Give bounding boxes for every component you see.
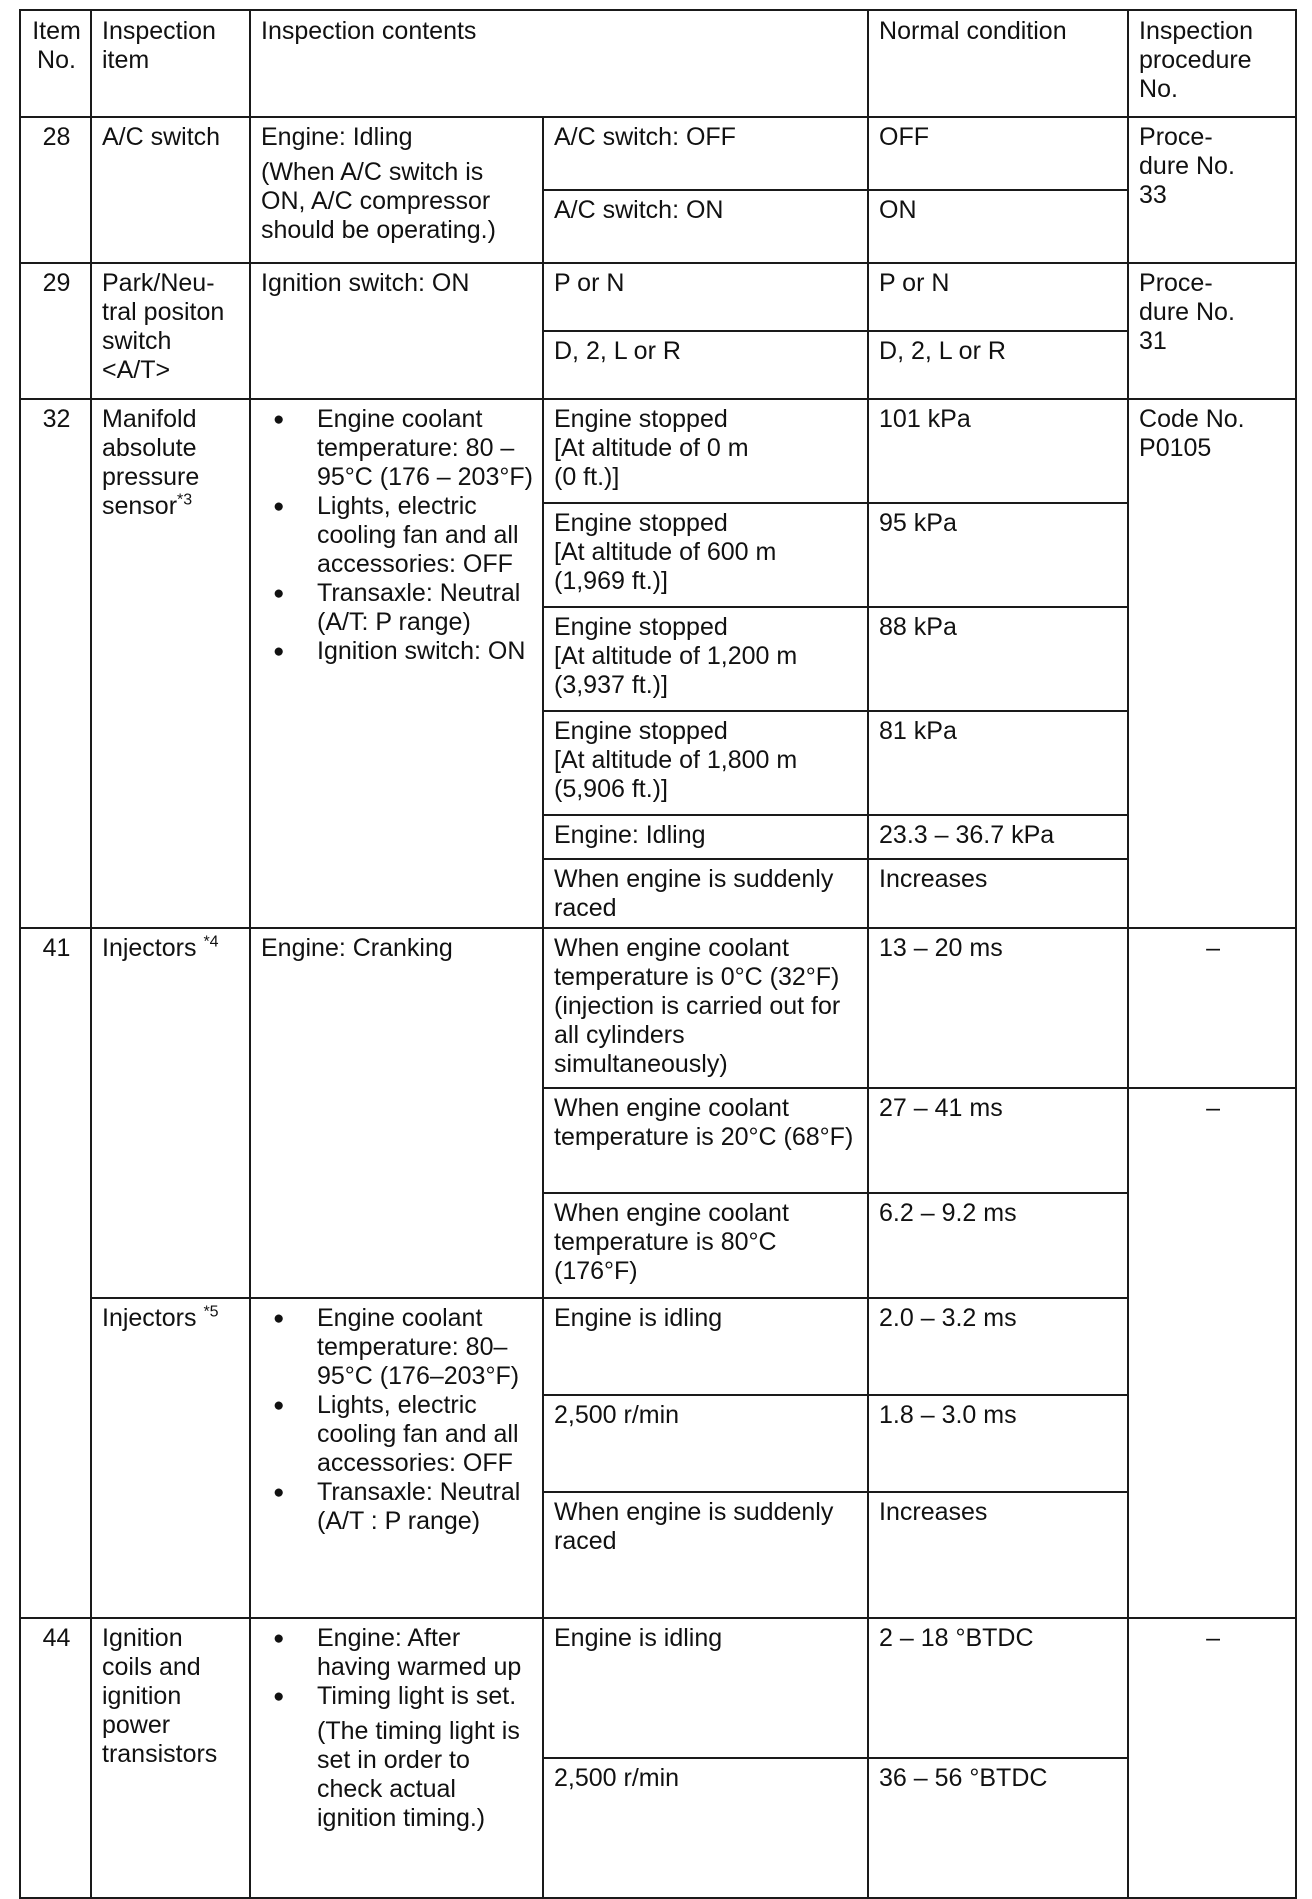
inspection-condition: Engine: Cranking <box>250 928 543 1298</box>
sub-condition: Engine is idling <box>543 1298 868 1395</box>
normal-condition: 101 kPa <box>868 399 1128 503</box>
sub-condition: A/C switch: ON <box>543 190 868 263</box>
sub-condition: 2,500 r/min <box>543 1395 868 1492</box>
normal-condition: 23.3 – 36.7 kPa <box>868 815 1128 859</box>
normal-condition: Increases <box>868 1492 1128 1618</box>
sub-condition: Engine is idling <box>543 1618 868 1758</box>
normal-condition: OFF <box>868 117 1128 190</box>
sub-condition: When engine coolant temperature is 20°C (68°F) <box>543 1088 868 1193</box>
normal-condition: 2 – 18 °BTDC <box>868 1618 1128 1758</box>
condition-bullet: ● Engine coolant temperature: 80 – 95°C (176 – 203°F) <box>261 405 534 492</box>
procedure-no: Proce- dure No. 31 <box>1128 263 1296 399</box>
condition-list <box>261 405 534 666</box>
normal-condition: Increases <box>868 859 1128 928</box>
item-no: 32 <box>20 399 91 928</box>
header-procedure-no: Inspection procedure No. <box>1128 10 1296 117</box>
condition-list <box>261 1304 534 1536</box>
normal-condition: ON <box>868 190 1128 263</box>
table-row <box>20 928 1296 1088</box>
item-no: 44 <box>20 1618 91 1898</box>
condition-text: Engine: Idling <box>261 123 413 151</box>
procedure-no: – <box>1128 928 1296 1088</box>
inspection-condition <box>250 1298 543 1618</box>
inspection-item: Park/Neu- tral positon switch <A/T> <box>91 263 250 399</box>
condition-bullet: ● Ignition switch: ON <box>261 637 534 666</box>
normal-condition: 2.0 – 3.2 ms <box>868 1298 1128 1395</box>
sub-condition: Engine: Idling <box>543 815 868 859</box>
sub-condition: 2,500 r/min <box>543 1758 868 1898</box>
sub-condition: P or N <box>543 263 868 331</box>
inspection-item: Ignition coils and ignition power transistors <box>91 1618 250 1898</box>
inspection-condition <box>250 399 543 928</box>
item-label: Injectors <box>102 934 204 962</box>
normal-condition: 36 – 56 °BTDC <box>868 1758 1128 1898</box>
condition-bullet: ● Transaxle: Neutral (A/T: P range) <box>261 579 534 637</box>
normal-condition: 95 kPa <box>868 503 1128 607</box>
sub-condition: Engine stopped [At altitude of 600 m (1,969 ft.)] <box>543 503 868 607</box>
table-row <box>20 117 1296 190</box>
sub-condition: Engine stopped [At altitude of 1,200 m (3,937 ft.)] <box>543 607 868 711</box>
sub-condition: Engine stopped [At altitude of 1,800 m (5,906 ft.)] <box>543 711 868 815</box>
normal-condition: 1.8 – 3.0 ms <box>868 1395 1128 1492</box>
item-no: 29 <box>20 263 91 399</box>
normal-condition: P or N <box>868 263 1128 331</box>
item-label: Manifold absolute pressure sensor <box>102 405 200 520</box>
condition-list <box>261 1624 534 1711</box>
sub-condition: When engine coolant temperature is 0°C (32°F) (injection is carried out for all cylinders simultaneously) <box>543 928 868 1088</box>
inspection-item <box>91 399 250 928</box>
footnote-marker: *4 <box>203 933 219 951</box>
footnote-marker: *5 <box>203 1303 219 1321</box>
condition-bullet: ● Lights, electric cooling fan and all accessories: OFF <box>261 1391 534 1478</box>
sub-condition: A/C switch: OFF <box>543 117 868 190</box>
inspection-item <box>91 1298 250 1618</box>
inspection-item: A/C switch <box>91 117 250 263</box>
header-normal-condition: Normal condition <box>868 10 1128 117</box>
normal-condition: 13 – 20 ms <box>868 928 1128 1088</box>
sub-condition: When engine is suddenly raced <box>543 859 868 928</box>
sub-condition: When engine is suddenly raced <box>543 1492 868 1618</box>
condition-note: (When A/C switch is ON, A/C compressor should be operating.) <box>261 158 496 244</box>
condition-bullet: ● Timing light is set. <box>261 1682 534 1711</box>
header-row <box>20 10 1296 117</box>
header-inspection-item: Inspection item <box>91 10 250 117</box>
sub-condition: When engine coolant temperature is 80°C (176°F) <box>543 1193 868 1298</box>
item-no: 41 <box>20 928 91 1618</box>
normal-condition: 6.2 – 9.2 ms <box>868 1193 1128 1298</box>
condition-bullet: ● Lights, electric cooling fan and all accessories: OFF <box>261 492 534 579</box>
condition-bullet: ● Transaxle: Neutral (A/T : P range) <box>261 1478 534 1536</box>
table-row <box>20 263 1296 331</box>
condition-bullet: ● Engine: After having warmed up <box>261 1624 534 1682</box>
procedure-no: – <box>1128 1618 1296 1898</box>
table-row <box>20 1298 1296 1395</box>
inspection-condition <box>250 117 543 263</box>
inspection-table <box>19 9 1297 1899</box>
inspection-condition: Ignition switch: ON <box>250 263 543 399</box>
table-row <box>20 399 1296 503</box>
normal-condition: 81 kPa <box>868 711 1128 815</box>
inspection-condition <box>250 1618 543 1898</box>
procedure-no: Code No. P0105 <box>1128 399 1296 928</box>
condition-bullet: ● Engine coolant temperature: 80–95°C (176–203°F) <box>261 1304 534 1391</box>
condition-note: (The timing light is set in order to check actual ignition timing.) <box>317 1717 520 1832</box>
item-label: Injectors <box>102 1304 204 1332</box>
procedure-no: Proce- dure No. 33 <box>1128 117 1296 263</box>
header-inspection-contents: Inspection contents <box>250 10 868 117</box>
header-item-no: Item No. <box>20 10 91 117</box>
normal-condition: 27 – 41 ms <box>868 1088 1128 1193</box>
inspection-item <box>91 928 250 1298</box>
normal-condition: D, 2, L or R <box>868 331 1128 399</box>
sub-condition: D, 2, L or R <box>543 331 868 399</box>
procedure-no: – <box>1128 1088 1296 1618</box>
sub-condition: Engine stopped [At altitude of 0 m (0 ft.)] <box>543 399 868 503</box>
footnote-marker: *3 <box>177 491 193 509</box>
item-no: 28 <box>20 117 91 263</box>
table-row <box>20 1618 1296 1758</box>
normal-condition: 88 kPa <box>868 607 1128 711</box>
